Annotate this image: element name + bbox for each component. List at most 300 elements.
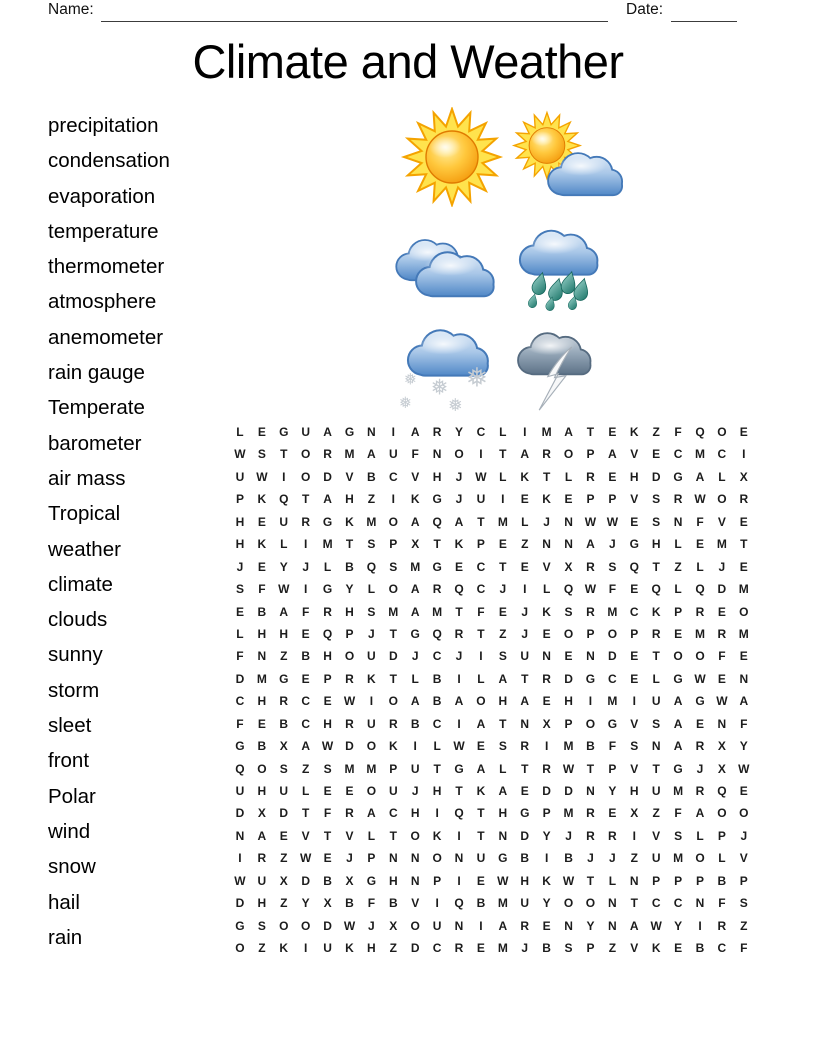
- grid-letter: U: [476, 492, 486, 507]
- word-item: evaporation: [48, 184, 156, 208]
- grid-letter: R: [279, 694, 289, 709]
- grid-letter: P: [674, 604, 683, 619]
- grid-letter: D: [564, 671, 573, 686]
- grid-letter: E: [279, 828, 288, 843]
- grid-letter: L: [499, 761, 507, 776]
- grid-letter: H: [367, 941, 376, 956]
- grid-letter: L: [477, 671, 485, 686]
- grid-letter: N: [454, 851, 464, 866]
- grid-letter: P: [630, 626, 639, 641]
- grid-letter: A: [410, 604, 420, 619]
- grid-letter: S: [674, 828, 683, 843]
- grid-letter: L: [280, 537, 288, 552]
- grid-letter: C: [673, 447, 683, 462]
- grid-letter: D: [542, 784, 551, 798]
- svg-text:❅: ❅: [447, 396, 463, 416]
- grid-letter: N: [542, 649, 551, 664]
- grid-letter: U: [476, 851, 486, 866]
- grid-letter: M: [694, 447, 705, 462]
- grid-letter: F: [323, 806, 332, 821]
- date-label: Date:: [626, 1, 664, 18]
- grid-letter: S: [564, 604, 573, 619]
- word-item: Tropical: [48, 502, 121, 526]
- grid-letter: B: [257, 739, 267, 754]
- grid-letter: C: [388, 806, 398, 821]
- grid-row: [229, 556, 755, 578]
- grid-letter: P: [345, 626, 354, 641]
- grid-row: [229, 511, 755, 533]
- grid-letter: V: [717, 514, 726, 529]
- grid-letter: E: [542, 694, 551, 709]
- grid-letter: O: [344, 649, 355, 664]
- grid-letter: X: [323, 896, 332, 911]
- grid-letter: P: [235, 492, 244, 507]
- grid-letter: K: [257, 537, 267, 552]
- grid-row: [229, 915, 755, 937]
- grid-letter: S: [235, 582, 244, 597]
- grid-letter: W: [650, 918, 662, 933]
- grid-letter: N: [367, 425, 376, 439]
- grid-letter: A: [410, 514, 420, 529]
- grid-letter: M: [607, 694, 618, 709]
- grid-letter: I: [435, 896, 439, 911]
- grid-letter: J: [521, 941, 529, 956]
- grid-letter: X: [345, 873, 354, 888]
- grid-letter: E: [739, 784, 748, 798]
- grid-letter: B: [279, 716, 289, 731]
- grid-letter: R: [301, 514, 310, 529]
- word-item: sleet: [48, 714, 92, 738]
- grid-letter: R: [542, 671, 551, 686]
- grid-letter: C: [673, 896, 683, 911]
- grid-letter: Q: [366, 559, 377, 574]
- grid-letter: N: [432, 447, 442, 462]
- grid-letter: K: [257, 492, 267, 507]
- grid-letter: M: [563, 739, 574, 754]
- grid-letter: T: [521, 671, 529, 686]
- word-item: weather: [48, 537, 121, 561]
- grid-letter: N: [520, 716, 530, 731]
- grid-letter: J: [740, 828, 748, 843]
- grid-letter: W: [234, 447, 246, 462]
- grid-letter: R: [651, 626, 661, 641]
- grid-letter: N: [629, 873, 639, 888]
- grid-letter: T: [477, 828, 485, 843]
- grid-letter: L: [564, 469, 573, 484]
- grid-letter: E: [301, 671, 310, 686]
- grid-letter: Z: [280, 851, 288, 866]
- grid-letter: O: [717, 425, 727, 439]
- lightning-cloud-icon: [503, 322, 607, 414]
- grid-letter: M: [563, 806, 574, 821]
- grid-letter: L: [411, 671, 419, 686]
- grid-letter: T: [280, 447, 288, 462]
- grid-letter: N: [695, 896, 705, 911]
- grid-letter: N: [410, 873, 420, 888]
- grid-letter: B: [695, 941, 705, 956]
- grid-letter: V: [542, 559, 551, 574]
- grid-letter: C: [608, 671, 617, 686]
- grid-letter: E: [630, 582, 639, 597]
- grid-letter: G: [454, 761, 464, 776]
- word-item: temperature: [48, 219, 159, 243]
- grid-letter: U: [410, 761, 420, 776]
- grid-letter: V: [345, 828, 354, 843]
- grid-letter: G: [498, 851, 508, 866]
- grid-letter: E: [520, 784, 529, 798]
- grid-letter: H: [432, 469, 442, 484]
- grid-letter: R: [717, 626, 727, 641]
- rain-cloud-icon: [501, 220, 613, 314]
- grid-letter: L: [433, 739, 441, 754]
- grid-letter: N: [608, 896, 617, 911]
- grid-letter: A: [323, 425, 332, 439]
- grid-letter: L: [521, 514, 529, 529]
- grid-letter: N: [542, 537, 551, 552]
- grid-letter: A: [498, 784, 508, 798]
- grid-letter: M: [541, 425, 552, 439]
- grid-letter: H: [257, 784, 267, 798]
- grid-letter: T: [652, 559, 660, 574]
- grid-letter: M: [344, 447, 355, 462]
- grid-letter: J: [455, 492, 463, 507]
- word-item: clouds: [48, 608, 108, 632]
- grid-letter: R: [454, 941, 464, 956]
- grid-letter: T: [389, 828, 397, 843]
- grid-letter: A: [608, 447, 617, 462]
- grid-letter: A: [454, 694, 464, 709]
- grid-letter: T: [477, 806, 485, 821]
- grid-letter: H: [279, 626, 289, 641]
- grid-letter: W: [694, 671, 706, 686]
- grid-letter: O: [563, 896, 574, 911]
- grid-letter: G: [322, 514, 333, 529]
- grid-letter: Q: [629, 559, 639, 574]
- grid-letter: L: [302, 784, 310, 798]
- grid-letter: T: [586, 761, 595, 776]
- grid-letter: O: [410, 918, 420, 933]
- grid-letter: S: [279, 761, 288, 776]
- grid-letter: G: [344, 425, 355, 439]
- grid-letter: C: [432, 649, 442, 664]
- grid-letter: E: [476, 739, 485, 754]
- grid-letter: O: [476, 694, 486, 709]
- grid-letter: J: [718, 559, 726, 574]
- grid-letter: W: [343, 694, 356, 709]
- grid-letter: T: [477, 514, 485, 529]
- grid-letter: H: [651, 537, 661, 552]
- grid-letter: E: [564, 492, 573, 507]
- grid-letter: B: [345, 896, 354, 911]
- grid-letter: H: [235, 537, 245, 552]
- grid-letter: L: [499, 425, 507, 439]
- grid-letter: X: [542, 716, 551, 731]
- grid-letter: I: [544, 739, 549, 754]
- grid-letter: H: [257, 626, 267, 641]
- grid-letter: U: [388, 784, 398, 798]
- grid-letter: F: [674, 425, 682, 439]
- grid-letter: D: [717, 582, 727, 597]
- grid-letter: W: [738, 761, 750, 776]
- grid-letter: A: [520, 447, 530, 462]
- grid-letter: Z: [740, 918, 748, 933]
- grid-letter: M: [694, 626, 705, 641]
- grid-letter: W: [343, 918, 356, 933]
- grid-letter: A: [454, 514, 464, 529]
- grid-letter: U: [432, 918, 442, 933]
- grid-letter: Q: [432, 514, 442, 529]
- grid-letter: I: [238, 851, 242, 866]
- grid-letter: R: [323, 447, 332, 462]
- grid-letter: X: [739, 469, 748, 484]
- grid-letter: M: [716, 537, 727, 552]
- grid-letter: W: [300, 851, 312, 866]
- grid-letter: K: [410, 492, 420, 507]
- grid-letter: H: [498, 806, 508, 821]
- grid-letter: R: [520, 739, 530, 754]
- grid-letter: C: [235, 694, 245, 709]
- grid-letter: L: [652, 671, 660, 686]
- grid-letter: X: [630, 806, 639, 821]
- name-blank-line: [101, 21, 608, 22]
- date-blank-line: [671, 21, 737, 22]
- grid-letter: W: [562, 761, 575, 776]
- grid-letter: N: [717, 716, 727, 731]
- grid-letter: G: [432, 492, 442, 507]
- grid-letter: R: [345, 716, 354, 731]
- grid-letter: N: [608, 918, 617, 933]
- grid-letter: N: [739, 671, 749, 686]
- grid-letter: E: [476, 941, 485, 956]
- grid-letter: I: [479, 447, 483, 462]
- grid-letter: Q: [717, 784, 727, 798]
- grid-letter: J: [565, 828, 572, 843]
- grid-letter: N: [454, 918, 464, 933]
- grid-letter: W: [453, 739, 465, 754]
- grid-letter: G: [607, 716, 618, 731]
- grid-letter: S: [564, 941, 573, 956]
- grid-letter: I: [304, 537, 308, 552]
- grid-letter: N: [586, 649, 595, 664]
- grid-letter: Q: [454, 806, 464, 821]
- grid-letter: J: [346, 851, 353, 866]
- grid-letter: C: [301, 694, 310, 709]
- grid-letter: J: [455, 649, 463, 664]
- grid-letter: D: [410, 941, 420, 956]
- grid-letter: E: [323, 694, 332, 709]
- grid-letter: U: [235, 784, 245, 798]
- word-item: snow: [48, 855, 96, 879]
- grid-letter: K: [454, 537, 464, 552]
- grid-letter: H: [629, 469, 639, 484]
- grid-row: [229, 847, 755, 869]
- grid-letter: K: [520, 469, 530, 484]
- grid-letter: N: [257, 649, 267, 664]
- grid-letter: L: [696, 559, 704, 574]
- grid-letter: R: [673, 492, 683, 507]
- grid-letter: F: [302, 604, 310, 619]
- grid-letter: A: [279, 604, 289, 619]
- grid-letter: M: [432, 604, 443, 619]
- grid-letter: V: [652, 828, 661, 843]
- grid-letter: Z: [367, 492, 376, 507]
- grid-letter: O: [301, 469, 311, 484]
- grid-letter: E: [695, 716, 704, 731]
- grid-letter: F: [236, 716, 244, 731]
- grid-letter: A: [695, 469, 705, 484]
- grid-letter: I: [501, 492, 505, 507]
- grid-letter: S: [652, 514, 661, 529]
- word-item: precipitation: [48, 114, 159, 137]
- grid-letter: D: [235, 671, 245, 686]
- grid-letter: N: [586, 784, 595, 798]
- grid-letter: P: [717, 828, 726, 843]
- grid-letter: Q: [651, 582, 661, 597]
- grid-letter: R: [586, 604, 595, 619]
- grid-letter: Y: [739, 739, 748, 754]
- grid-letter: I: [457, 716, 461, 731]
- grid-letter: G: [235, 739, 245, 754]
- grid-letter: T: [630, 896, 638, 911]
- grid-letter: M: [497, 896, 508, 911]
- grid-letter: P: [323, 671, 332, 686]
- grid-letter: H: [498, 694, 508, 709]
- grid-letter: T: [652, 761, 660, 776]
- grid-letter: K: [542, 492, 551, 507]
- grid-letter: Z: [652, 425, 660, 439]
- grid-letter: F: [608, 739, 617, 754]
- grid-letter: I: [698, 918, 702, 933]
- grid-letter: J: [368, 918, 375, 933]
- grid-letter: K: [629, 425, 639, 439]
- grid-letter: X: [717, 761, 726, 776]
- grid-letter: E: [542, 918, 551, 933]
- grid-letter: D: [608, 649, 617, 664]
- grid-letter: O: [695, 851, 705, 866]
- grid-letter: T: [499, 447, 507, 462]
- svg-text:❅: ❅: [403, 369, 417, 389]
- grid-letter: P: [476, 537, 485, 552]
- grid-letter: O: [235, 941, 245, 956]
- grid-letter: A: [586, 537, 595, 552]
- letter-grid: [229, 421, 755, 960]
- grid-letter: O: [607, 626, 618, 641]
- grid-letter: K: [279, 941, 289, 956]
- grid-letter: Z: [630, 851, 638, 866]
- grid-letter: Y: [542, 828, 551, 843]
- grid-letter: C: [651, 896, 661, 911]
- grid-letter: F: [718, 896, 726, 911]
- grid-letter: H: [345, 604, 354, 619]
- grid-letter: Z: [280, 896, 288, 911]
- grid-letter: E: [257, 425, 266, 439]
- grid-letter: L: [674, 582, 682, 597]
- grid-letter: E: [257, 514, 266, 529]
- grid-letter: J: [302, 559, 310, 574]
- grid-letter: W: [694, 492, 706, 507]
- grid-letter: N: [564, 514, 573, 529]
- grid-letter: B: [345, 559, 354, 574]
- grid-letter: D: [651, 469, 661, 484]
- grid-letter: Z: [608, 941, 617, 956]
- grid-letter: M: [673, 851, 684, 866]
- snow-cloud-icon: [390, 320, 504, 416]
- grid-letter: D: [520, 828, 530, 843]
- grid-letter: U: [388, 447, 398, 462]
- grid-letter: M: [738, 582, 749, 597]
- grid-letter: F: [411, 447, 419, 462]
- grid-letter: E: [674, 941, 683, 956]
- grid-letter: P: [389, 761, 398, 776]
- grid-letter: A: [673, 716, 683, 731]
- grid-letter: E: [345, 784, 354, 798]
- grid-letter: O: [366, 784, 377, 798]
- grid-letter: L: [718, 851, 726, 866]
- grid-letter: E: [630, 514, 639, 529]
- grid-letter: E: [717, 671, 726, 686]
- grid-letter: L: [323, 559, 332, 574]
- grid-letter: M: [366, 514, 377, 529]
- grid-letter: N: [564, 918, 573, 933]
- grid-letter: U: [520, 896, 530, 911]
- grid-letter: Q: [235, 761, 245, 776]
- grid-letter: M: [673, 784, 684, 798]
- grid-letter: Z: [258, 941, 266, 956]
- grid-letter: O: [366, 739, 377, 754]
- grid-letter: P: [367, 851, 376, 866]
- grid-letter: O: [301, 447, 311, 462]
- grid-letter: R: [432, 425, 442, 439]
- svg-text:❅: ❅: [465, 362, 488, 394]
- grid-letter: W: [278, 582, 290, 597]
- clouds-icon: [386, 224, 502, 310]
- word-item: air mass: [48, 466, 126, 490]
- grid-letter: B: [564, 851, 573, 866]
- grid-row: [229, 421, 755, 443]
- grid-letter: X: [257, 806, 266, 821]
- grid-letter: S: [498, 739, 507, 754]
- grid-letter: C: [432, 716, 442, 731]
- grid-letter: G: [673, 671, 683, 686]
- grid-row: [229, 601, 755, 623]
- word-item: storm: [48, 678, 100, 702]
- grid-letter: R: [586, 828, 595, 843]
- grid-letter: A: [695, 806, 705, 821]
- grid-letter: E: [323, 851, 332, 866]
- grid-letter: I: [523, 425, 527, 439]
- grid-letter: J: [411, 649, 419, 664]
- grid-row: [229, 892, 755, 914]
- grid-letter: U: [367, 716, 376, 731]
- grid-letter: Y: [608, 784, 617, 798]
- grid-letter: D: [235, 806, 245, 821]
- grid-letter: H: [235, 514, 245, 529]
- grid-letter: A: [564, 425, 573, 439]
- svg-text:❅: ❅: [398, 393, 412, 413]
- grid-letter: K: [345, 941, 354, 956]
- grid-letter: S: [257, 447, 266, 462]
- grid-letter: X: [411, 537, 420, 552]
- grid-letter: E: [498, 604, 507, 619]
- grid-letter: K: [651, 941, 661, 956]
- grid-letter: P: [695, 873, 704, 888]
- grid-letter: B: [257, 604, 267, 619]
- grid-letter: Z: [499, 626, 507, 641]
- grid-letter: Z: [302, 761, 310, 776]
- grid-letter: R: [608, 828, 617, 843]
- grid-letter: X: [389, 918, 398, 933]
- svg-text:❅: ❅: [430, 375, 449, 401]
